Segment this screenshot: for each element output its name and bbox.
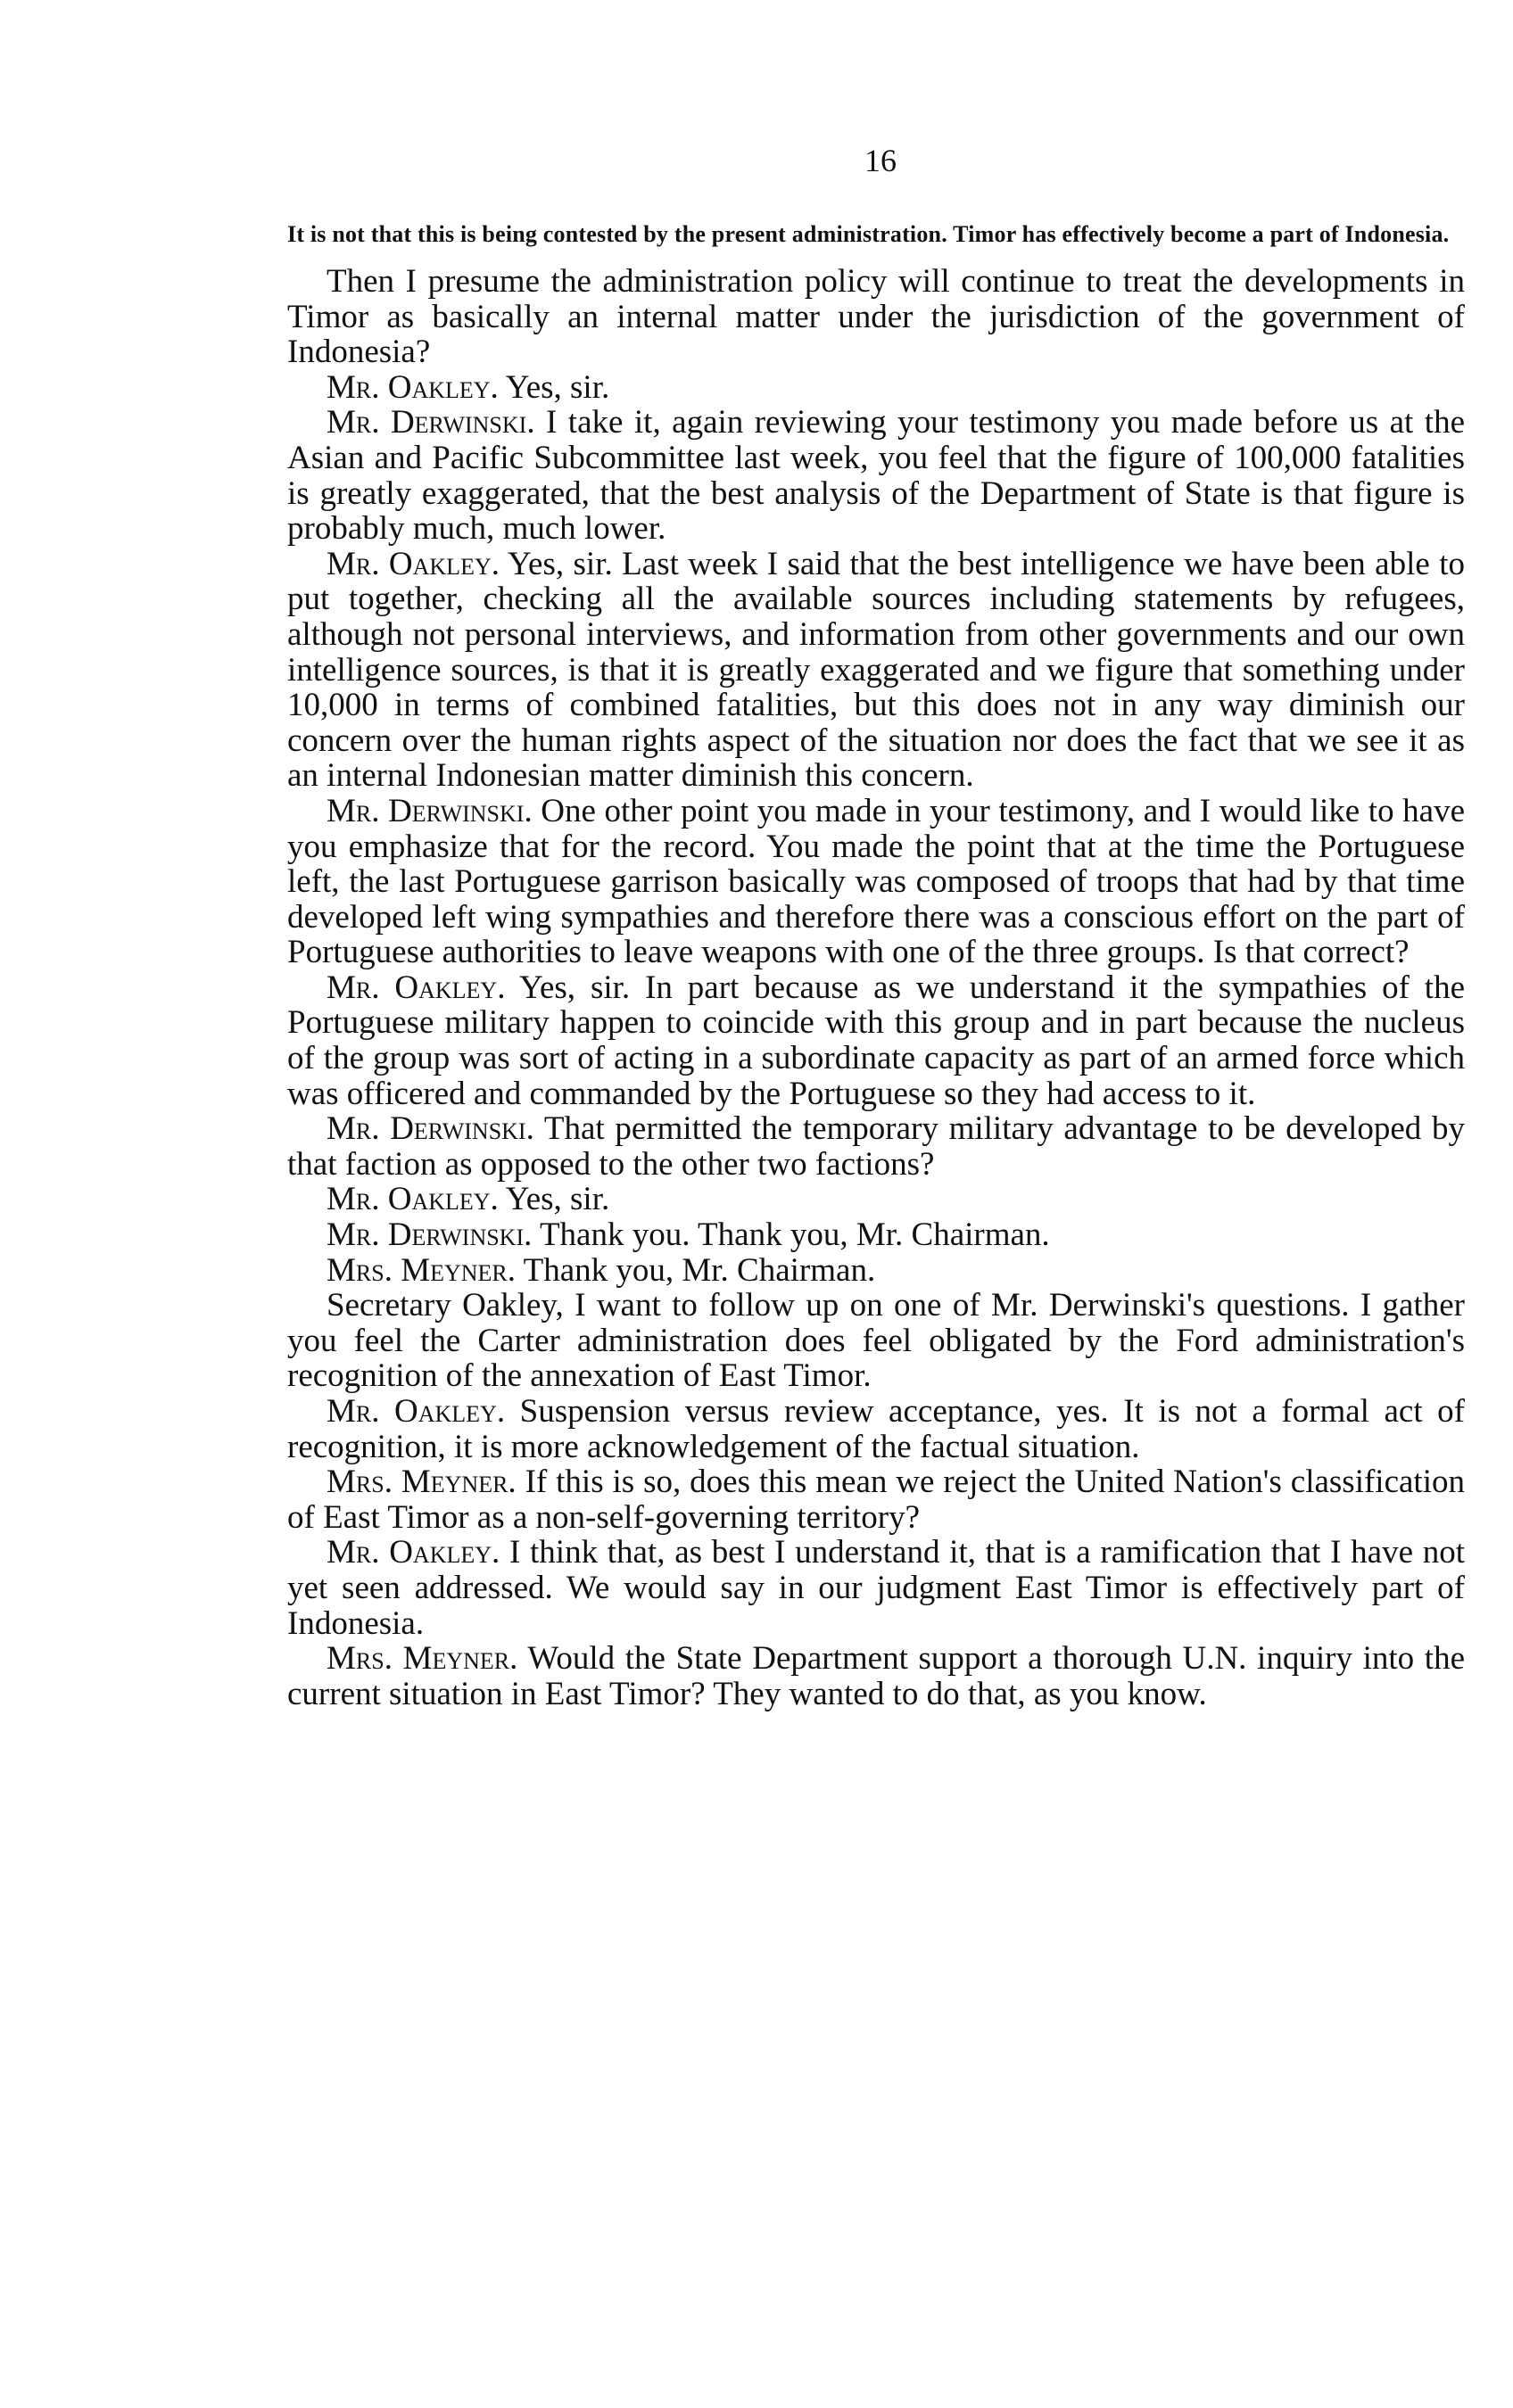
speaker-name: Mrs. Meyner. xyxy=(327,1464,517,1501)
paragraph xyxy=(287,1464,1465,1535)
speaker-name: Mr. Oakley. xyxy=(327,1393,506,1430)
paragraph xyxy=(287,1641,1465,1711)
paragraph xyxy=(287,1394,1465,1464)
footnote-text: It is not that this is being contested by the present administration. Timor has effectively become a part of Indonesia. xyxy=(287,221,1450,247)
transcript-body xyxy=(287,264,1465,1711)
speaker-name: Mr. Oakley. xyxy=(327,1534,500,1571)
speaker-name: Mrs. Meyner. xyxy=(327,1251,517,1289)
paragraph xyxy=(287,370,1465,406)
paragraph xyxy=(287,794,1465,970)
paragraph-text: Secretary Oakley, I want to follow up on one of Mr. Derwinski's questions. I gather you feel the Carter administration does feel obligated by the Ford administration's recognition of the annexation of East Timor. xyxy=(287,1287,1465,1395)
paragraph-text: Then I presume the administration policy will continue to treat the developments in Timor as basically an internal matter under the jurisdiction of the government of Indonesia? xyxy=(287,263,1465,371)
paragraph xyxy=(287,547,1465,794)
speaker-name: Mr. Oakley. xyxy=(327,1181,499,1218)
paragraph xyxy=(287,1111,1465,1182)
paragraph-text: Suspension versus review acceptance, yes. It is not a formal act of recognition, it is more acknowledgement of the factual situation. xyxy=(287,1393,1465,1465)
speaker-name: Mr. Derwinski. xyxy=(327,1216,533,1254)
paragraph-text: That permitted the temporary military advantage to be developed by that faction as opposed to the other two factions? xyxy=(287,1110,1466,1183)
paragraph xyxy=(287,970,1465,1111)
paragraph xyxy=(287,1288,1465,1394)
paragraph-text: Thank you. Thank you, Mr. Chairman. xyxy=(532,1216,1050,1254)
paragraph-text: Yes, sir. Last week I said that the best intelligence we have been able to put together, checking all the available sources including statements by refugees, although not personal interviews, and information from other governments and our own intelligence sources, is that it is greatly exaggerated and we figure that something under 10,000 in terms of combined fatalities, but this does not in any way diminish our concern over the human rights aspect of the situation nor does the fact that we see it as an internal Indonesian matter diminish this concern. xyxy=(287,545,1465,795)
paragraph xyxy=(287,264,1465,370)
speaker-name: Mr. Oakley. xyxy=(327,969,506,1006)
paragraph xyxy=(287,405,1465,546)
speaker-name: Mr. Oakley. xyxy=(327,368,499,406)
paragraph-text: Yes, sir. xyxy=(498,1181,610,1218)
speaker-name: Mr. Oakley. xyxy=(327,545,500,582)
speaker-name: Mrs. Meyner. xyxy=(327,1640,518,1678)
paragraph xyxy=(287,1535,1465,1641)
paragraph-text: I take it, again reviewing your testimony you made before us at the Asian and Pacific Subcommittee last week, you feel that the figure of 100,000 fatalities is greatly exaggerated, that the best analysis of the Department of State is that figure is probably much, much lower. xyxy=(287,404,1465,548)
paragraph xyxy=(287,1217,1465,1253)
document-page xyxy=(287,143,1465,1711)
page-number: 16 xyxy=(864,143,897,178)
paragraph xyxy=(287,1182,1465,1217)
paragraph xyxy=(287,1253,1465,1289)
speaker-name: Mr. Derwinski. xyxy=(327,792,533,829)
paragraph-text: Yes, sir. xyxy=(498,368,610,406)
speaker-name: Mr. Derwinski. xyxy=(327,404,535,441)
paragraph-text: One other point you made in your testimony, and I would like to have you emphasize that for the record. You made the point that at the time the Portuguese left, the last Portuguese garrison basically was composed of troops that had by that time developed left wing sympathies and therefore there was a conscious effort on the part of Portuguese authorities to leave weapons with one of the three groups. Is that correct? xyxy=(287,792,1466,971)
paragraph-text: Yes, sir. In part because as we understand it the sympathies of the Portuguese military happen to coincide with this group and in part because the nucleus of the group was sort of acting in a subordinate capacity as part of an armed force which was officered and commanded by the Portuguese so they had access to it. xyxy=(287,969,1465,1112)
paragraph-text: If this is so, does this mean we reject the United Nation's classification of East Timor as a non-self-governing territory? xyxy=(287,1464,1465,1536)
paragraph-text: Thank you, Mr. Chairman. xyxy=(516,1251,876,1289)
paragraph-text: Would the State Department support a thorough U.N. inquiry into the current situation in East Timor? They wanted to do that, as you know. xyxy=(287,1640,1465,1712)
speaker-name: Mr. Derwinski. xyxy=(327,1110,534,1148)
paragraph-text: I think that, as best I understand it, that is a ramification that I have not yet seen addressed. We would say in our judgment East Timor is effectively part of Indonesia. xyxy=(287,1534,1465,1642)
